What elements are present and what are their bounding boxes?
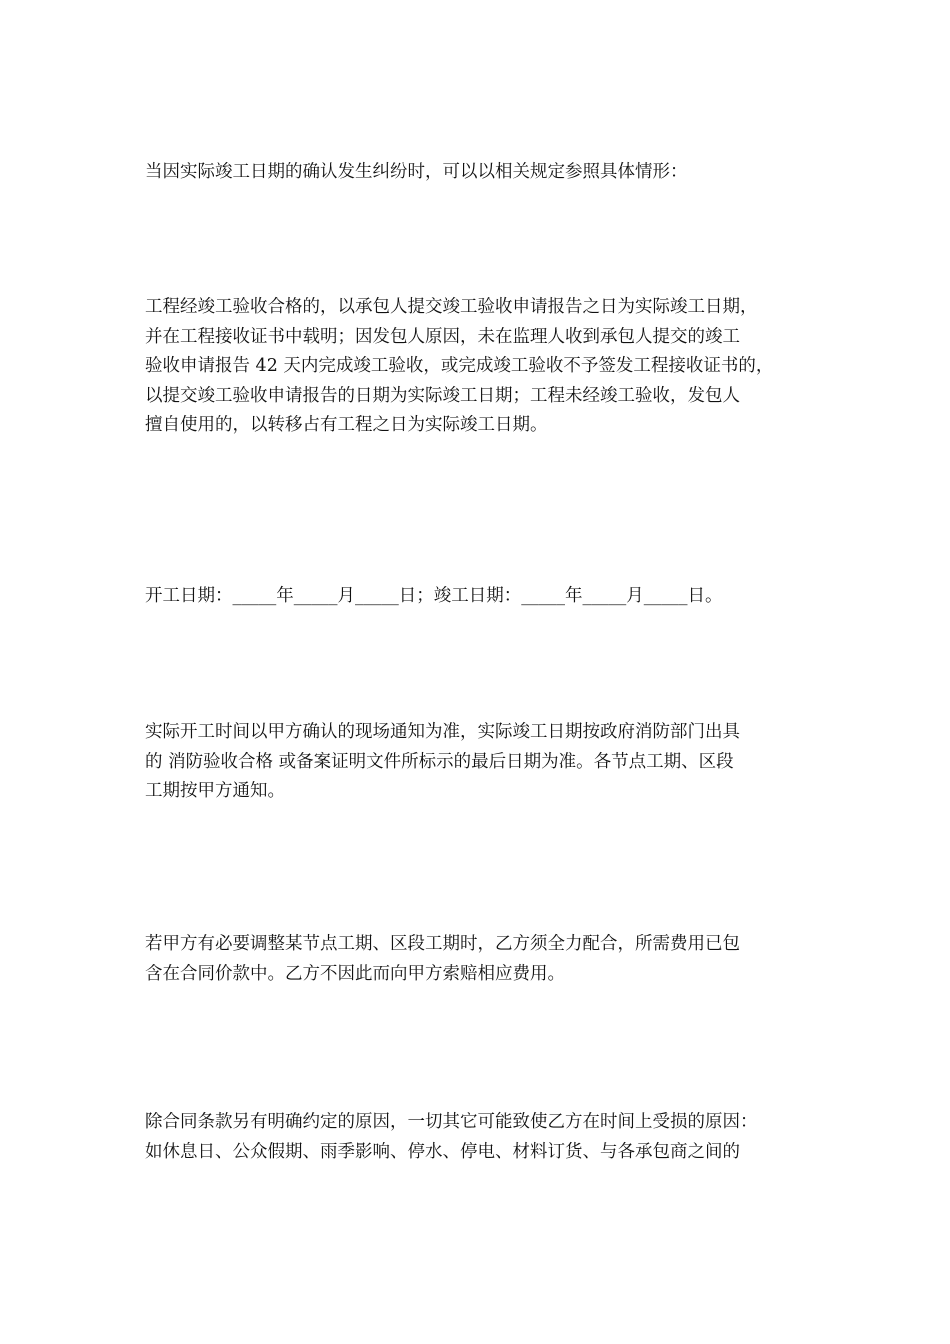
text-line: 擅自使用的，以转移占有工程之日为实际竣工日期。 <box>145 415 548 435</box>
paragraph-schedule-adjustment <box>145 930 805 989</box>
text-line: 并在工程接收证书中载明；因发包人原因，未在监理人收到承包人提交的竣工 <box>145 326 740 347</box>
paragraph-completion-dispute-intro <box>145 158 805 188</box>
text-line: 验收申请报告 42 天内完成竣工验收，或完成竣工验收不予签发工程接收证书的， <box>145 356 774 376</box>
text-line: 除合同条款另有明确约定的原因，一切其它可能致使乙方在时间上受损的原因： <box>145 1112 758 1132</box>
text-line: 开工日期：_____年_____月_____日；竣工日期：_____年_____月_____日。 <box>145 586 723 606</box>
text-line: 含在合同价款中。乙方不因此而向甲方索赔相应费用。 <box>145 963 565 984</box>
text-line: 工程经竣工验收合格的，以承包人提交竣工验收申请报告之日为实际竣工日期， <box>145 297 758 317</box>
paragraph-actual-completion-date-rules <box>145 293 805 441</box>
text-line: 当因实际竣工日期的确认发生纠纷时，可以以相关规定参照具体情形： <box>145 162 688 182</box>
text-line: 工期按甲方通知。 <box>145 781 285 801</box>
text-line: 以提交竣工验收申请报告的日期为实际竣工日期；工程未经竣工验收，发包人 <box>145 385 740 406</box>
text-line: 若甲方有必要调整某节点工期、区段工期时，乙方须全力配合，所需费用已包 <box>145 934 740 954</box>
paragraph-other-delay-causes <box>145 1108 805 1167</box>
paragraph-start-time-confirmation <box>145 718 805 807</box>
paragraph-start-and-completion-dates <box>145 582 805 612</box>
text-line: 如休息日、公众假期、雨季影响、停水、停电、材料订货、与各承包商之间的 <box>145 1141 740 1162</box>
text-line: 的 消防验收合格 或备案证明文件所标示的最后日期为准。各节点工期、区段 <box>145 751 734 772</box>
text-line: 实际开工时间以甲方确认的现场通知为准，实际竣工日期按政府消防部门出具 <box>145 722 740 742</box>
